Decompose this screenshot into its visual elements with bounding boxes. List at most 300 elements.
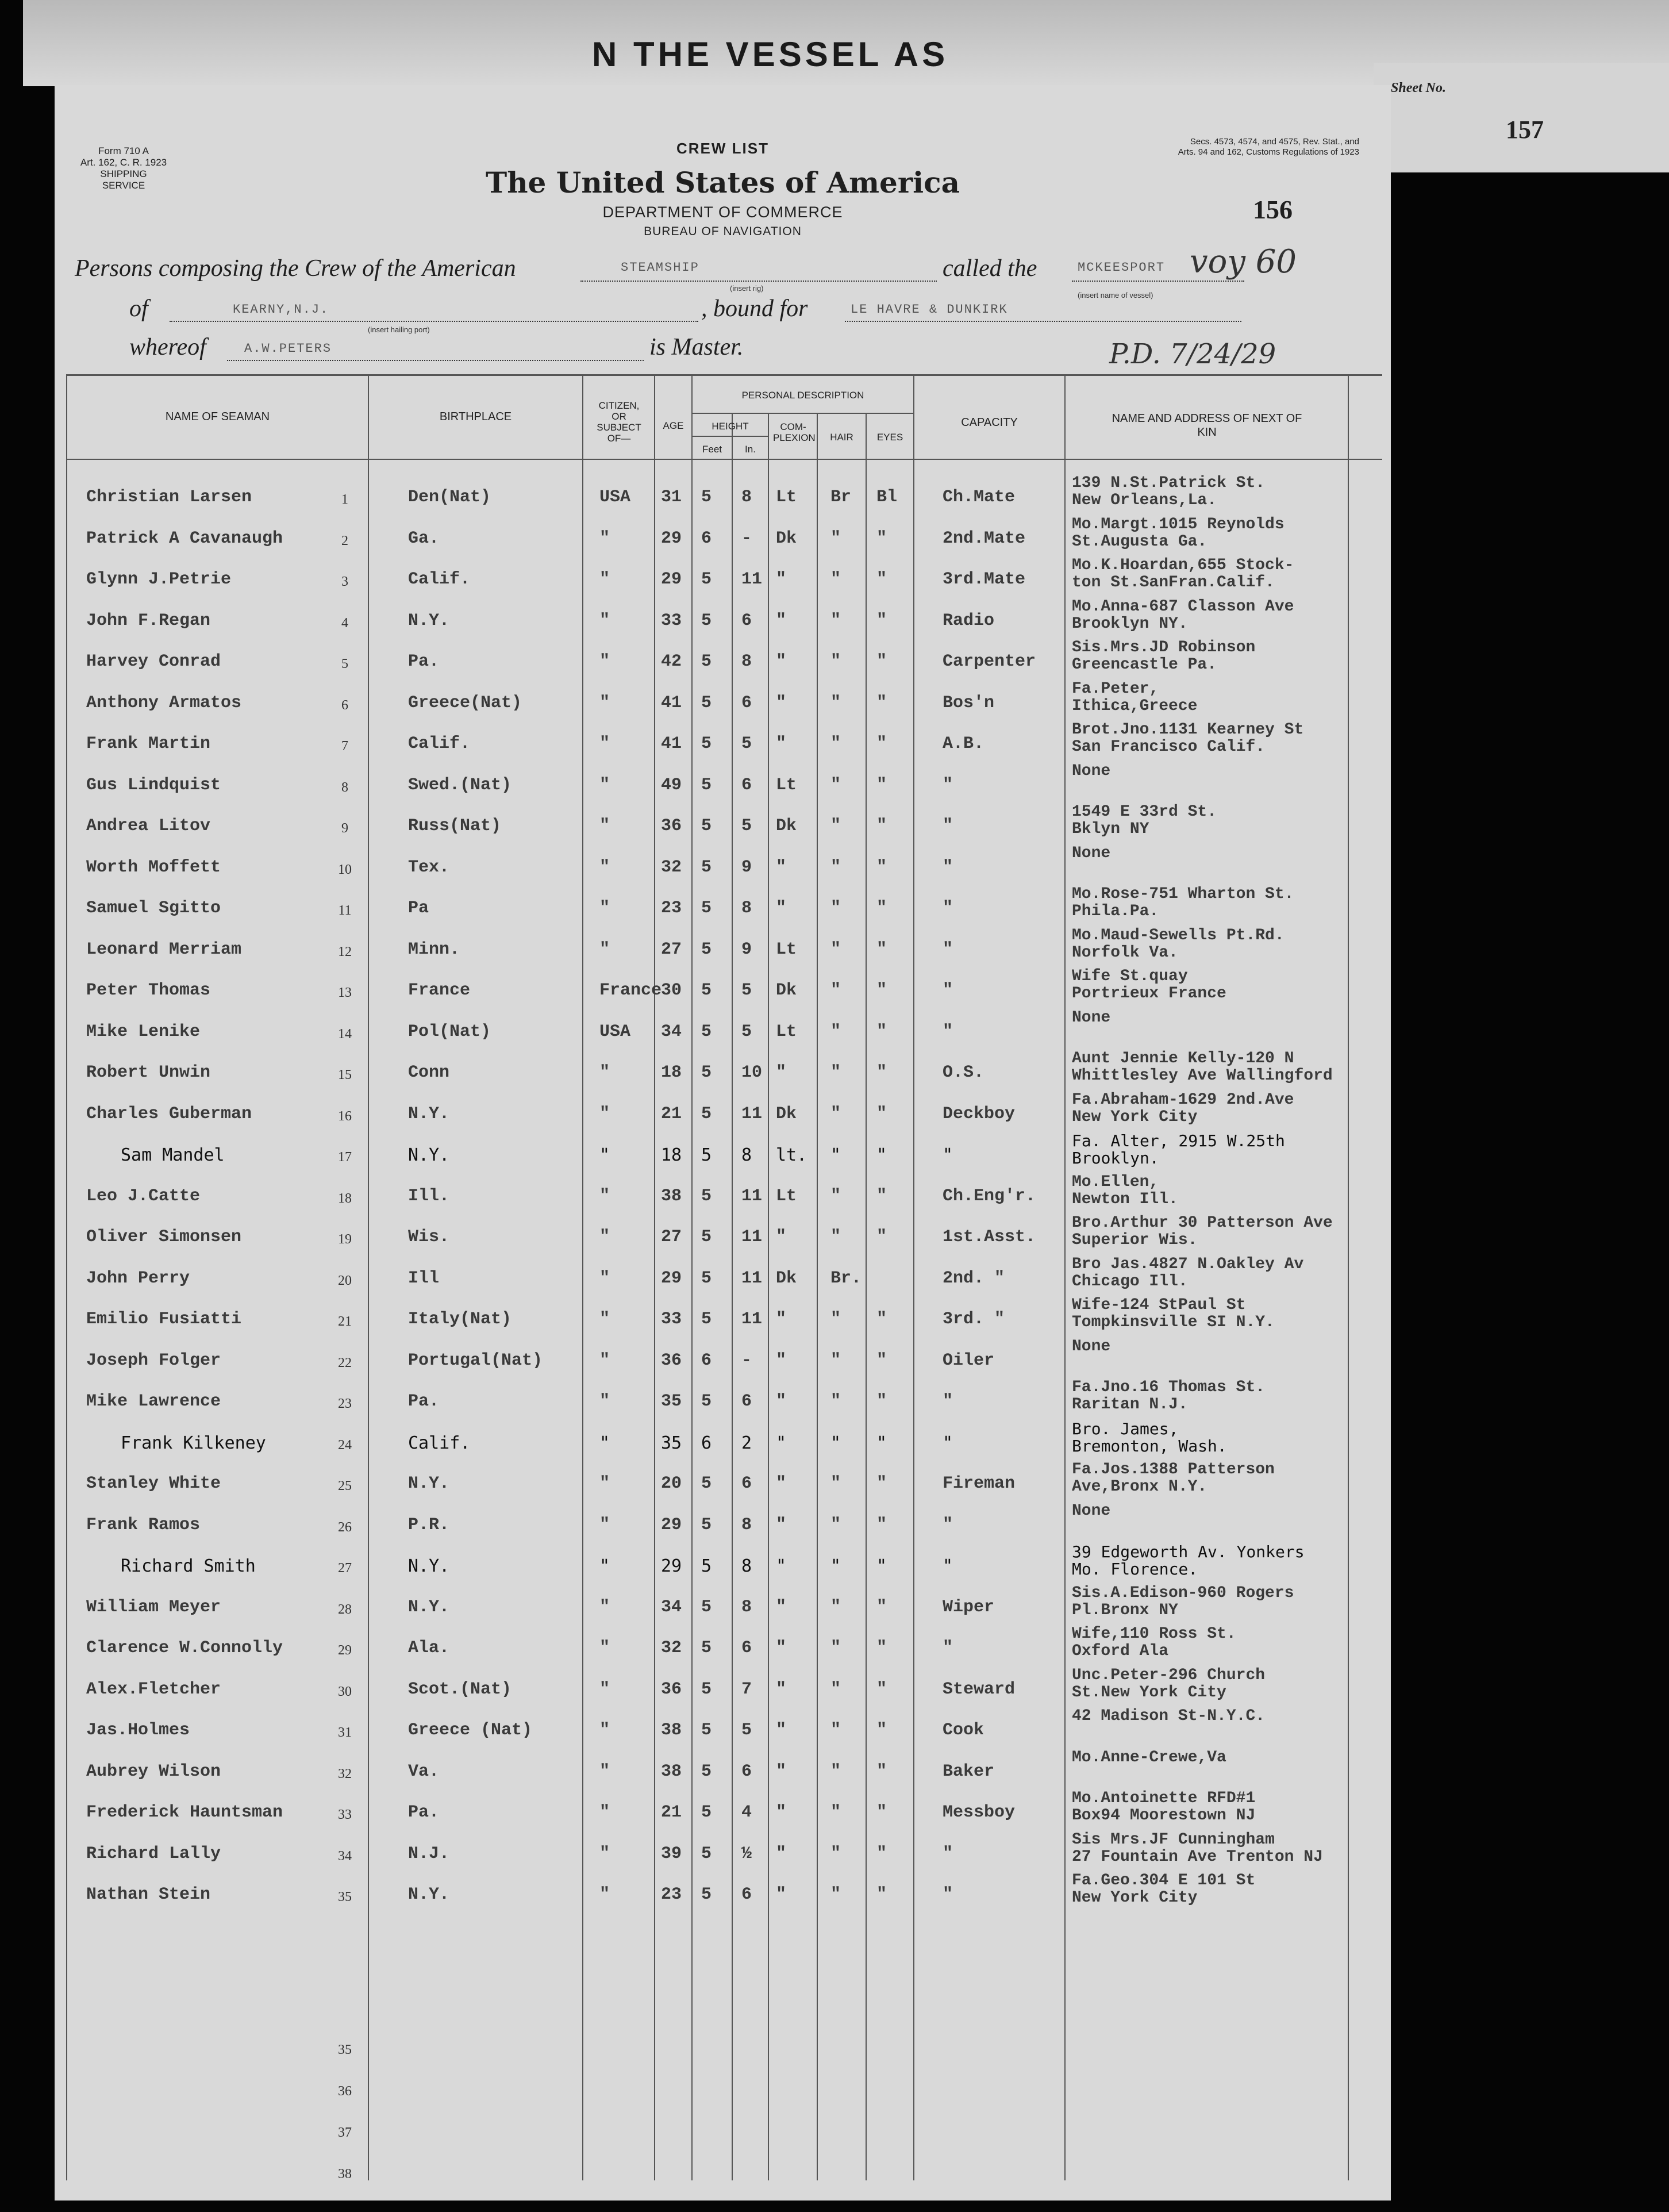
eyes: ": [876, 898, 887, 918]
height-inches: 6: [741, 1885, 752, 1904]
complexion: Dk: [776, 528, 797, 548]
seaman-name: Patrick A Cavanaugh: [86, 528, 283, 548]
hair: ": [830, 1433, 841, 1453]
vessel-rig: STEAMSHIP: [621, 260, 699, 275]
citizenship: ": [599, 1885, 610, 1904]
next-of-kin-line: Bro Jas.4827 N.Oakley Av: [1072, 1255, 1304, 1273]
seaman-name: Frank Martin: [86, 734, 211, 754]
next-of-kin-line: Oxford Ala: [1072, 1642, 1169, 1660]
height-feet: 5: [701, 775, 712, 795]
birthplace: Pa.: [408, 1803, 440, 1822]
port-underline: [170, 321, 698, 322]
age: 29: [661, 1268, 682, 1288]
capacity: ": [943, 1885, 953, 1904]
eyes: ": [876, 1145, 887, 1165]
row-number: 18: [338, 1191, 352, 1206]
birthplace: Greece(Nat): [408, 693, 522, 713]
birthplace: P.R.: [408, 1515, 450, 1535]
row-number: 37: [338, 2125, 352, 2140]
seaman-name: Frank Ramos: [86, 1515, 201, 1535]
birthplace: Calif.: [408, 570, 471, 589]
capacity: Radio: [943, 610, 995, 631]
height-feet: 5: [701, 1474, 712, 1493]
eyes: ": [876, 775, 887, 795]
complexion: ": [776, 610, 787, 631]
capacity: ": [943, 1145, 953, 1165]
col-header-birthplace: BIRTHPLACE: [439, 410, 512, 423]
complexion: ": [776, 1844, 787, 1864]
eyes: ": [876, 981, 887, 1000]
next-of-kin-line: St.New York City: [1072, 1683, 1226, 1702]
rig-underline: [580, 281, 937, 282]
seaman-name: Worth Moffett: [86, 857, 221, 877]
col-rule: [913, 375, 914, 2180]
birthplace: N.Y.: [408, 1597, 450, 1617]
height-feet: 5: [701, 693, 712, 713]
complexion: ": [776, 1227, 787, 1247]
birthplace: Den(Nat): [408, 487, 491, 507]
row-number: 4: [341, 615, 348, 631]
height-feet: 5: [701, 1392, 712, 1411]
capacity: ": [943, 1638, 953, 1658]
complexion: Dk: [776, 1268, 797, 1288]
col-header-name: NAME OF SEAMAN: [165, 410, 270, 423]
complexion: Dk: [776, 1104, 797, 1124]
citizenship: ": [599, 1515, 610, 1535]
height-feet: 5: [701, 1679, 712, 1699]
capacity: Wiper: [943, 1597, 995, 1617]
next-of-kin-line: San Francisco Calif.: [1072, 738, 1266, 756]
height-feet: 5: [701, 734, 712, 754]
hair: ": [830, 1515, 841, 1535]
master-name: A.W.PETERS: [244, 341, 332, 356]
next-of-kin-line: New York City: [1072, 1108, 1198, 1126]
complexion: ": [776, 1638, 787, 1658]
citizenship: ": [599, 939, 610, 959]
age: 34: [661, 1597, 682, 1617]
complexion: ": [776, 652, 787, 671]
row-number: 17: [338, 1150, 352, 1165]
row-number: 26: [338, 1519, 352, 1535]
seaman-name: Robert Unwin: [86, 1063, 211, 1082]
row-number: 1: [341, 492, 348, 507]
height-feet: 5: [701, 570, 712, 589]
row-number: 30: [338, 1684, 352, 1699]
birthplace: France: [408, 981, 471, 1000]
next-of-kin-line: Wife,110 Ross St.: [1072, 1625, 1236, 1643]
col-rule: [691, 375, 693, 2180]
height-feet: 5: [701, 898, 712, 918]
citizenship: ": [599, 570, 610, 589]
height-inches: 5: [741, 1021, 752, 1042]
col-rule: [732, 413, 733, 2180]
citizenship: ": [599, 1761, 610, 1781]
height-feet: 5: [701, 1515, 712, 1535]
height-feet: 5: [701, 487, 712, 507]
row-number: 35: [338, 2042, 352, 2057]
called-the-label: called the: [943, 255, 1037, 282]
eyes: ": [876, 857, 887, 877]
col-rule: [768, 413, 769, 2180]
birthplace: N.Y.: [408, 1145, 450, 1165]
height-inches: 8: [741, 652, 752, 671]
complexion: ": [776, 1761, 787, 1781]
age: 38: [661, 1721, 682, 1740]
height-inches: ½: [741, 1844, 752, 1864]
row-number: 33: [338, 1807, 352, 1822]
next-of-kin-line: Fa. Alter, 2915 W.25th: [1072, 1131, 1285, 1150]
hair: ": [830, 1885, 841, 1904]
seaman-name: Stanley White: [86, 1474, 221, 1493]
next-of-kin-line: 42 Madison St-N.Y.C.: [1072, 1707, 1266, 1725]
row-number: 21: [338, 1314, 352, 1329]
seaman-name: Alex.Fletcher: [86, 1679, 221, 1699]
row-number: 15: [338, 1067, 352, 1082]
hair: ": [830, 857, 841, 877]
capacity: 3rd.Mate: [943, 570, 1026, 589]
eyes: ": [876, 816, 887, 836]
birthplace: Scot.(Nat): [408, 1679, 512, 1699]
capacity: ": [943, 939, 953, 959]
height-inches: 6: [741, 1474, 752, 1493]
seaman-name: Clarence W.Connolly: [86, 1638, 283, 1658]
row-number: 27: [338, 1561, 352, 1576]
next-of-kin-line: Greencastle Pa.: [1072, 656, 1217, 674]
next-of-kin-line: Brot.Jno.1131 Kearney St: [1072, 721, 1304, 739]
complexion: ": [776, 1515, 787, 1535]
birthplace: Tex.: [408, 857, 450, 877]
height-feet: 5: [701, 1268, 712, 1288]
next-of-kin-line: Pl.Bronx NY: [1072, 1601, 1178, 1619]
citizenship: ": [599, 1145, 610, 1165]
birthplace: Calif.: [408, 734, 471, 754]
height-feet: 5: [701, 1021, 712, 1042]
seaman-name: Frank Kilkeney: [121, 1433, 266, 1453]
age: 33: [661, 1309, 682, 1329]
hair: ": [830, 775, 841, 795]
citizenship: ": [599, 734, 610, 754]
height-feet: 6: [701, 1350, 712, 1370]
capacity: Deckboy: [943, 1104, 1016, 1124]
citizenship: ": [599, 1227, 610, 1247]
birthplace: N.Y.: [408, 610, 450, 631]
complexion: ": [776, 1556, 787, 1576]
height-feet: 5: [701, 1638, 712, 1658]
height-inches: 11: [741, 1309, 763, 1329]
seaman-name: Richard Smith: [121, 1556, 256, 1576]
seaman-name: Mike Lenike: [86, 1021, 201, 1042]
height-inches: 6: [741, 693, 752, 713]
citizenship: ": [599, 1844, 610, 1864]
row-number: 22: [338, 1355, 352, 1370]
next-of-kin-line: Raritan N.J.: [1072, 1396, 1188, 1414]
hair: ": [830, 939, 841, 959]
height-feet: 5: [701, 981, 712, 1000]
col-header-citizen: CITIZEN, OR SUBJECT OF—: [597, 400, 641, 444]
capacity: Carpenter: [943, 652, 1036, 671]
next-of-kin-line: Fa.Peter,: [1072, 679, 1159, 698]
citizenship: ": [599, 1597, 610, 1617]
age: 23: [661, 898, 682, 918]
hair: ": [830, 528, 841, 548]
sheet-no-number: 157: [1506, 116, 1544, 144]
capacity: 2nd.Mate: [943, 528, 1026, 548]
birthplace: N.Y.: [408, 1885, 450, 1904]
hair: ": [830, 1021, 841, 1042]
height-inches: 8: [741, 1515, 752, 1535]
height-inches: 9: [741, 857, 752, 877]
seaman-name: Charles Guberman: [86, 1104, 252, 1124]
height-feet: 5: [701, 1104, 712, 1124]
height-feet: 6: [701, 1433, 712, 1453]
height-inches: -: [741, 1350, 752, 1370]
seaman-name: Jas.Holmes: [86, 1721, 190, 1740]
height-feet: 5: [701, 1844, 712, 1864]
eyes: Bl: [876, 487, 898, 507]
seaman-name: Aubrey Wilson: [86, 1761, 221, 1781]
hair: Br.: [830, 1268, 862, 1288]
seaman-name: Samuel Sgitto: [86, 898, 221, 918]
next-of-kin-line: Newton Ill.: [1072, 1190, 1178, 1208]
height-feet: 5: [701, 1721, 712, 1740]
row-number: 14: [338, 1026, 352, 1042]
next-of-kin-line: Brooklyn NY.: [1072, 615, 1188, 633]
complexion: lt.: [776, 1145, 807, 1165]
eyes: ": [876, 1063, 887, 1082]
hair: ": [830, 1392, 841, 1411]
seaman-name: Christian Larsen: [86, 487, 252, 507]
hair: ": [830, 734, 841, 754]
height-feet: 5: [701, 1761, 712, 1781]
capacity: ": [943, 1392, 953, 1411]
height-inches: 5: [741, 981, 752, 1000]
birthplace: Italy(Nat): [408, 1309, 512, 1329]
capacity: ": [943, 1556, 953, 1576]
next-of-kin-line: Wife St.quay: [1072, 967, 1188, 985]
seaman-name: Joseph Folger: [86, 1350, 221, 1370]
next-of-kin-line: Brooklyn.: [1072, 1149, 1159, 1168]
age: 29: [661, 1556, 682, 1576]
next-of-kin-line: None: [1072, 1008, 1111, 1027]
hair: ": [830, 1721, 841, 1740]
height-inches: -: [741, 528, 752, 548]
birthplace: Calif.: [408, 1433, 471, 1453]
complexion: ": [776, 1433, 787, 1453]
next-of-kin-line: Mo.Ellen,: [1072, 1173, 1159, 1191]
height-inches: 4: [741, 1803, 752, 1822]
col-header-next-of-kin: NAME AND ADDRESS OF NEXT OF KIN: [1112, 412, 1302, 439]
form-id-line: Form 710 A: [98, 145, 149, 156]
eyes: ": [876, 1515, 887, 1535]
birthplace: Greece (Nat): [408, 1721, 533, 1740]
birthplace: Ala.: [408, 1638, 450, 1658]
capacity: Cook: [943, 1721, 985, 1740]
eyes: ": [876, 1556, 887, 1576]
age: 35: [661, 1433, 682, 1453]
hair: ": [830, 1063, 841, 1082]
next-of-kin-line: Sis Mrs.JF Cunningham: [1072, 1830, 1275, 1849]
capacity: Fireman: [943, 1474, 1016, 1493]
voyage-line-1: [75, 255, 516, 282]
citizenship: ": [599, 1268, 610, 1288]
age: 30: [661, 981, 682, 1000]
capacity: 2nd. ": [943, 1268, 1005, 1288]
next-of-kin-line: Wife-124 StPaul St: [1072, 1296, 1246, 1314]
note-insert-rig: (insert rig): [730, 284, 764, 293]
height-inches: 6: [741, 1761, 752, 1781]
complexion: ": [776, 693, 787, 713]
height-inches: 5: [741, 1721, 752, 1740]
next-of-kin-line: Bro.Arthur 30 Patterson Ave: [1072, 1214, 1333, 1232]
citizenship: ": [599, 1474, 610, 1493]
next-of-kin-line: Portrieux France: [1072, 985, 1226, 1003]
citizenship: ": [599, 816, 610, 836]
personal-desc-rule: [691, 413, 913, 414]
capacity: Ch.Eng'r.: [943, 1186, 1036, 1206]
eyes: ": [876, 939, 887, 959]
age: 32: [661, 1638, 682, 1658]
height-inches: 8: [741, 487, 752, 507]
hair: ": [830, 1186, 841, 1206]
document-title: CREW LIST: [676, 140, 769, 157]
statute-line: Arts. 94 and 162, Customs Regulations of 1923: [1178, 147, 1359, 157]
capacity: ": [943, 857, 953, 877]
eyes: ": [876, 1721, 887, 1740]
next-of-kin-line: 39 Edgeworth Av. Yonkers: [1072, 1542, 1305, 1561]
seaman-name: Gus Lindquist: [86, 775, 221, 795]
height-feet: 5: [701, 1145, 712, 1165]
height-inches: 6: [741, 1392, 752, 1411]
citizenship: ": [599, 898, 610, 918]
height-feet: 5: [701, 1227, 712, 1247]
capacity: Messboy: [943, 1803, 1016, 1822]
height-inches: 11: [741, 1104, 763, 1124]
height-feet: 5: [701, 610, 712, 631]
next-of-kin-line: 27 Fountain Ave Trenton NJ: [1072, 1848, 1323, 1866]
col-rule: [582, 375, 583, 2180]
citizenship: ": [599, 1803, 610, 1822]
seaman-name: Nathan Stein: [86, 1885, 211, 1904]
citizenship: ": [599, 1721, 610, 1740]
eyes: ": [876, 1597, 887, 1617]
complexion: ": [776, 1721, 787, 1740]
next-of-kin-line: Mo.K.Hoardan,655 Stock-: [1072, 556, 1294, 574]
row-number: 8: [341, 779, 348, 795]
col-rule: [1064, 375, 1066, 2180]
col-rule: [1348, 375, 1349, 2180]
citizenship: ": [599, 857, 610, 877]
age: 49: [661, 775, 682, 795]
capacity: 3rd. ": [943, 1309, 1005, 1329]
row-number: 11: [338, 903, 352, 918]
col-header-age: AGE: [663, 420, 684, 431]
birthplace: Minn.: [408, 939, 460, 959]
eyes: ": [876, 1021, 887, 1042]
hair: ": [830, 1104, 841, 1124]
complexion: Dk: [776, 981, 797, 1000]
whereof-label: whereof: [129, 334, 206, 360]
capacity: ": [943, 1844, 953, 1864]
sheet-no-label: Sheet No.: [1391, 80, 1446, 95]
col-rule: [654, 375, 655, 2180]
hair: ": [830, 1350, 841, 1370]
height-feet: 5: [701, 1063, 712, 1082]
eyes: ": [876, 1679, 887, 1699]
next-of-kin-line: Fa.Abraham-1629 2nd.Ave: [1072, 1090, 1294, 1109]
age: 29: [661, 1515, 682, 1535]
voyage-prefix: Persons composing the Crew of the American: [75, 255, 516, 282]
citizenship: ": [599, 1063, 610, 1082]
complexion: ": [776, 1309, 787, 1329]
citizenship: ": [599, 1350, 610, 1370]
height-inches: 10: [741, 1063, 763, 1082]
birthplace: Portugal(Nat): [408, 1350, 543, 1370]
complexion: ": [776, 857, 787, 877]
hair: ": [830, 1145, 841, 1165]
next-of-kin-line: Mo.Anne-Crewe,Va: [1072, 1748, 1226, 1766]
age: 38: [661, 1761, 682, 1781]
citizenship: USA: [599, 1021, 631, 1042]
capacity: ": [943, 775, 953, 795]
eyes: ": [876, 1309, 887, 1329]
master-underline: [227, 360, 644, 361]
hair: ": [830, 1597, 841, 1617]
eyes: ": [876, 1186, 887, 1206]
complexion: Lt: [776, 1186, 797, 1206]
col-rule: [817, 413, 818, 2180]
citizenship: ": [599, 1104, 610, 1124]
citizenship: ": [599, 1556, 610, 1576]
row-number: 34: [338, 1848, 352, 1864]
destination: LE HAVRE & DUNKIRK: [851, 302, 1008, 317]
hair: ": [830, 1474, 841, 1493]
age: 36: [661, 1679, 682, 1699]
next-of-kin-line: None: [1072, 1337, 1111, 1355]
capacity: ": [943, 898, 953, 918]
citizenship: ": [599, 1392, 610, 1411]
birthplace: Ill: [408, 1268, 440, 1288]
department-heading: DEPARTMENT OF COMMERCE: [602, 203, 843, 221]
birthplace: Swed.(Nat): [408, 775, 512, 795]
row-number: 36: [338, 2084, 352, 2099]
birthplace: Pol(Nat): [408, 1021, 491, 1042]
seaman-name: Glynn J.Petrie: [86, 570, 232, 589]
eyes: ": [876, 1844, 887, 1864]
next-of-kin-line: Aunt Jennie Kelly-120 N: [1072, 1050, 1294, 1067]
height-feet: 5: [701, 857, 712, 877]
row-number: 5: [341, 656, 348, 671]
hair: ": [830, 693, 841, 713]
height-feet: 5: [701, 1885, 712, 1904]
height-inches: 5: [741, 734, 752, 754]
next-of-kin-line: Fa.Geo.304 E 101 St: [1072, 1872, 1256, 1890]
next-of-kin-line: Tompkinsville SI N.Y.: [1072, 1314, 1275, 1331]
complexion: ": [776, 1597, 787, 1617]
next-of-kin-line: Mo.Anna-687 Classon Ave: [1072, 597, 1294, 616]
row-number: 24: [338, 1437, 352, 1453]
age: 41: [661, 734, 682, 754]
height-inches: 6: [741, 775, 752, 795]
next-of-kin-line: ton St.SanFran.Calif.: [1072, 574, 1275, 592]
bound-for-label: , bound for: [701, 295, 808, 322]
row-number: 10: [338, 862, 352, 877]
capacity: ": [943, 981, 953, 1000]
country-heading: The United States of America: [485, 166, 960, 199]
row-number: 12: [338, 944, 352, 959]
height-feet: 5: [701, 939, 712, 959]
statute-line: Secs. 4573, 4574, and 4575, Rev. Stat., and: [1190, 137, 1359, 147]
seaman-name: Sam Mandel: [121, 1145, 225, 1165]
